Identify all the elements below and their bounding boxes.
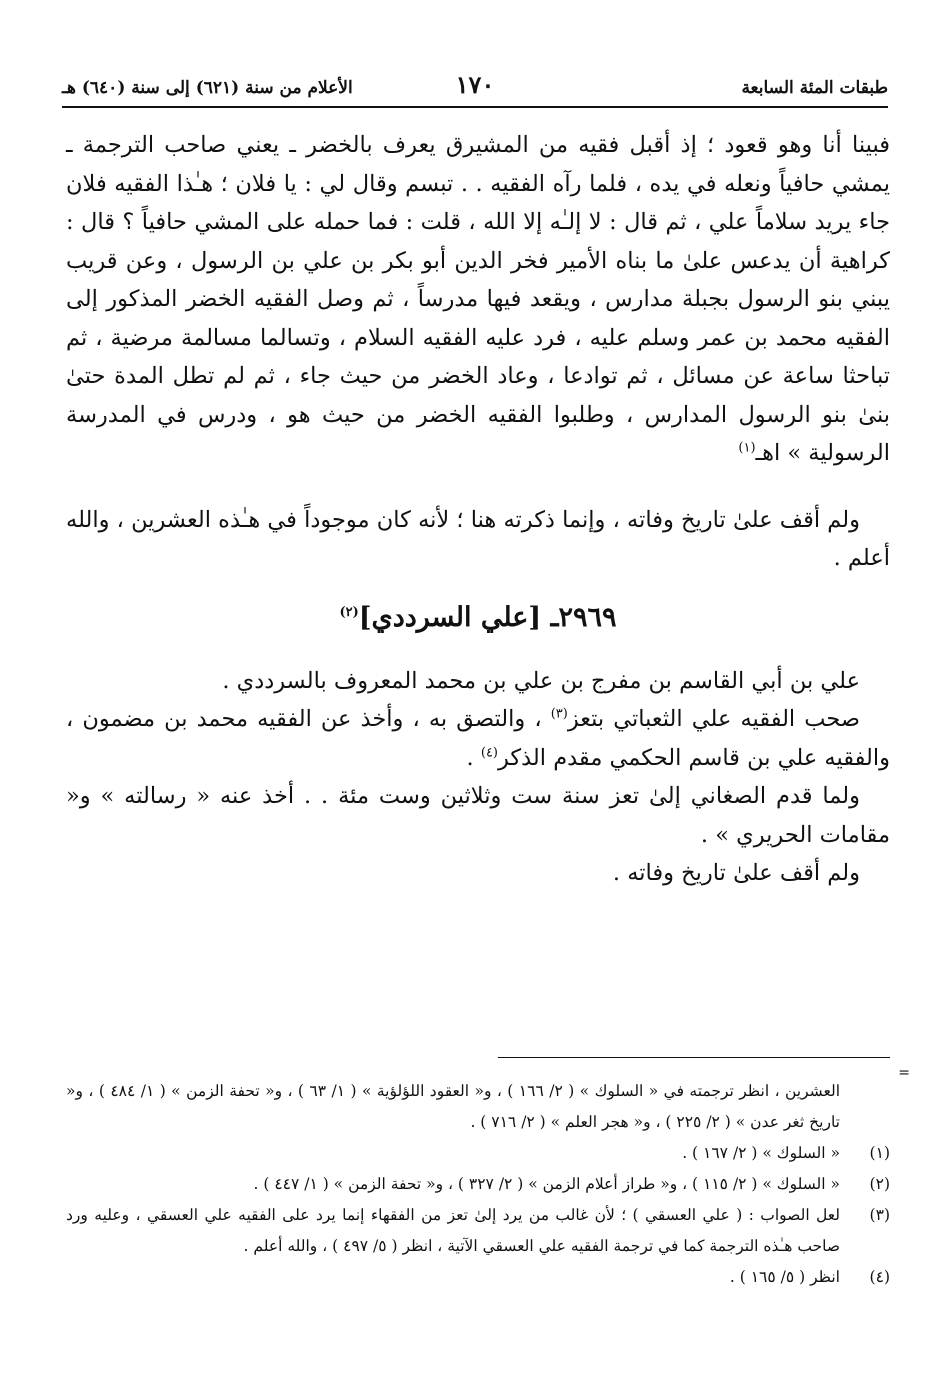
footnote-4-number: (٤) (869, 1268, 890, 1286)
footnote-continued-text: العشرين ، انظر ترجمته في « السلوك » ( ٢/ ١٦٦ ) ، و« العقود اللؤلؤية » ( ١/ ٦٣ ) ، و« تحفة الزمن » ( ١/ ٤٨٤ ) ، و« تاريخ ثغر عدن » ( ٢/ ٢٢٥ ) ، و« هجر العلم » ( ٢/ ٧١٦ ) . (66, 1082, 841, 1131)
footnote-1 (66, 1138, 890, 1169)
paragraph-4-text-a: صحب الفقيه علي الثعباتي بتعز (567, 706, 860, 732)
footnotes (66, 1076, 890, 1293)
header-section-range: الأعلام من سنة (٦٢١) إلى سنة (٦٤٠) هـ (62, 78, 353, 98)
paragraph-1-text: فبينا أنا وهو قعود ؛ إذ أقبل فقيه من المشيرق يعرف بالخضر ـ يعني صاحب الترجمة ـ يمشي حافياً ونعله في يده ، فلما رآه الفقيه . . تبسم وقال لي : يا فلان ؛ هـٰذا الفقيه فلان جاء يريد سلاماً علي ، ثم قال : لا إلـٰه إلا الله ، قلت : فما حمله على المشي حافياً ؟ قال : كراهية أن يدعس علىٰ ما بناه الأمير فخر الدين أبو بكر بن علي بن الرسول ، وعن قريب يبني بنو الرسول بجبلة مدارس ، ويقعد فيها مدرساً ، ثم وصل الفقيه الخضر المذكور إلى الفقيه محمد بن عمر وسلم عليه ، فرد عليه الفقيه السلام ، وتسالما مسالمة مرضية ، ثم تباحثا ساعة عن مسائل ، ثم توادعا ، وعاد الخضر من حيث جاء ، ثم لم تطل المدة حتىٰ بنىٰ بنو الرسول المدارس ، وطلبوا الفقيه الخضر من حيث هو ، ودرس في المدرسة الرسولية » اهـ (66, 132, 890, 466)
footnote-ref-4: (٤) (480, 745, 498, 760)
footnote-ref-2: (٢) (339, 604, 359, 620)
paragraph-2: ولم أقف علىٰ تاريخ وفاته ، وإنما ذكرته هنا ؛ لأنه كان موجوداً في هـٰذه العشرين ، والله أعلم . (66, 506, 890, 571)
footnote-2-number: (٢) (869, 1175, 890, 1193)
footnote-3 (66, 1200, 890, 1262)
footnote-1-text: « السلوك » ( ٢/ ١٦٧ ) . (682, 1144, 840, 1162)
paragraph-gap (66, 473, 890, 501)
paragraph-6: ولم أقف علىٰ تاريخ وفاته . (612, 860, 860, 886)
footnote-2 (66, 1169, 890, 1200)
header-book-title: طبقات المئة السابعة (741, 78, 888, 98)
header-rule (62, 106, 888, 108)
footnote-3-number: (٣) (869, 1206, 890, 1224)
footnote-continuation-marker: = (898, 1065, 910, 1081)
running-header (62, 70, 888, 104)
footnote-3-text: لعل الصواب : ( علي العسقي ) ؛ لأن غالب من يرد إلىٰ تعز من الفقهاء إنما يرد على الفقيه علي العسقي ، وعليه ورد صاحب هـٰذه الترجمة كما في ترجمة الفقيه علي العسقي الآتية ، انظر ( ٥/ ٤٩٧ ) ، والله أعلم . (66, 1206, 840, 1255)
paragraph-3: علي بن أبي القاسم بن مفرج بن علي بن محمد المعروف بالسرددي . (222, 667, 860, 694)
footnote-4 (66, 1262, 890, 1293)
page-number: ١٧٠ (455, 70, 495, 99)
footnote-2-text: « السلوك » ( ٢/ ١١٥ ) ، و« طراز أعلام الزمن » ( ٢/ ٣٢٧ ) ، و« تحفة الزمن » ( ١/ ٤٤٧ ) . (253, 1175, 840, 1193)
footnote-continued-spacer (840, 1076, 890, 1138)
paragraph-4-text-b: ، والتصق به ، وأخذ عن الفقيه محمد بن مضمون ، والفقيه علي بن قاسم الحكمي مقدم الذكر (66, 706, 890, 771)
footnote-ref-3: (٣) (550, 706, 568, 722)
footnote-rule (498, 1057, 890, 1058)
footnote-continued (66, 1076, 890, 1138)
paragraph-1 (66, 126, 890, 473)
paragraph-4-text-c: . (466, 744, 481, 771)
main-text (66, 126, 890, 893)
entry-heading (66, 598, 890, 638)
footnote-4-text: انظر ( ٥/ ١٦٥ ) . (729, 1268, 840, 1286)
footnote-ref-1: (١) (738, 440, 756, 456)
paragraph-5: ولما قدم الصغاني إلىٰ تعز سنة ست وثلاثين وست مئة . . أخذ عنه « رسالته » و« مقامات الحريري » . (66, 783, 890, 848)
footnote-1-number: (١) (869, 1144, 890, 1162)
entry-heading-text: ٢٩٦٩ـ [علي السرددي] (358, 601, 617, 633)
paragraph-4 (66, 700, 890, 777)
